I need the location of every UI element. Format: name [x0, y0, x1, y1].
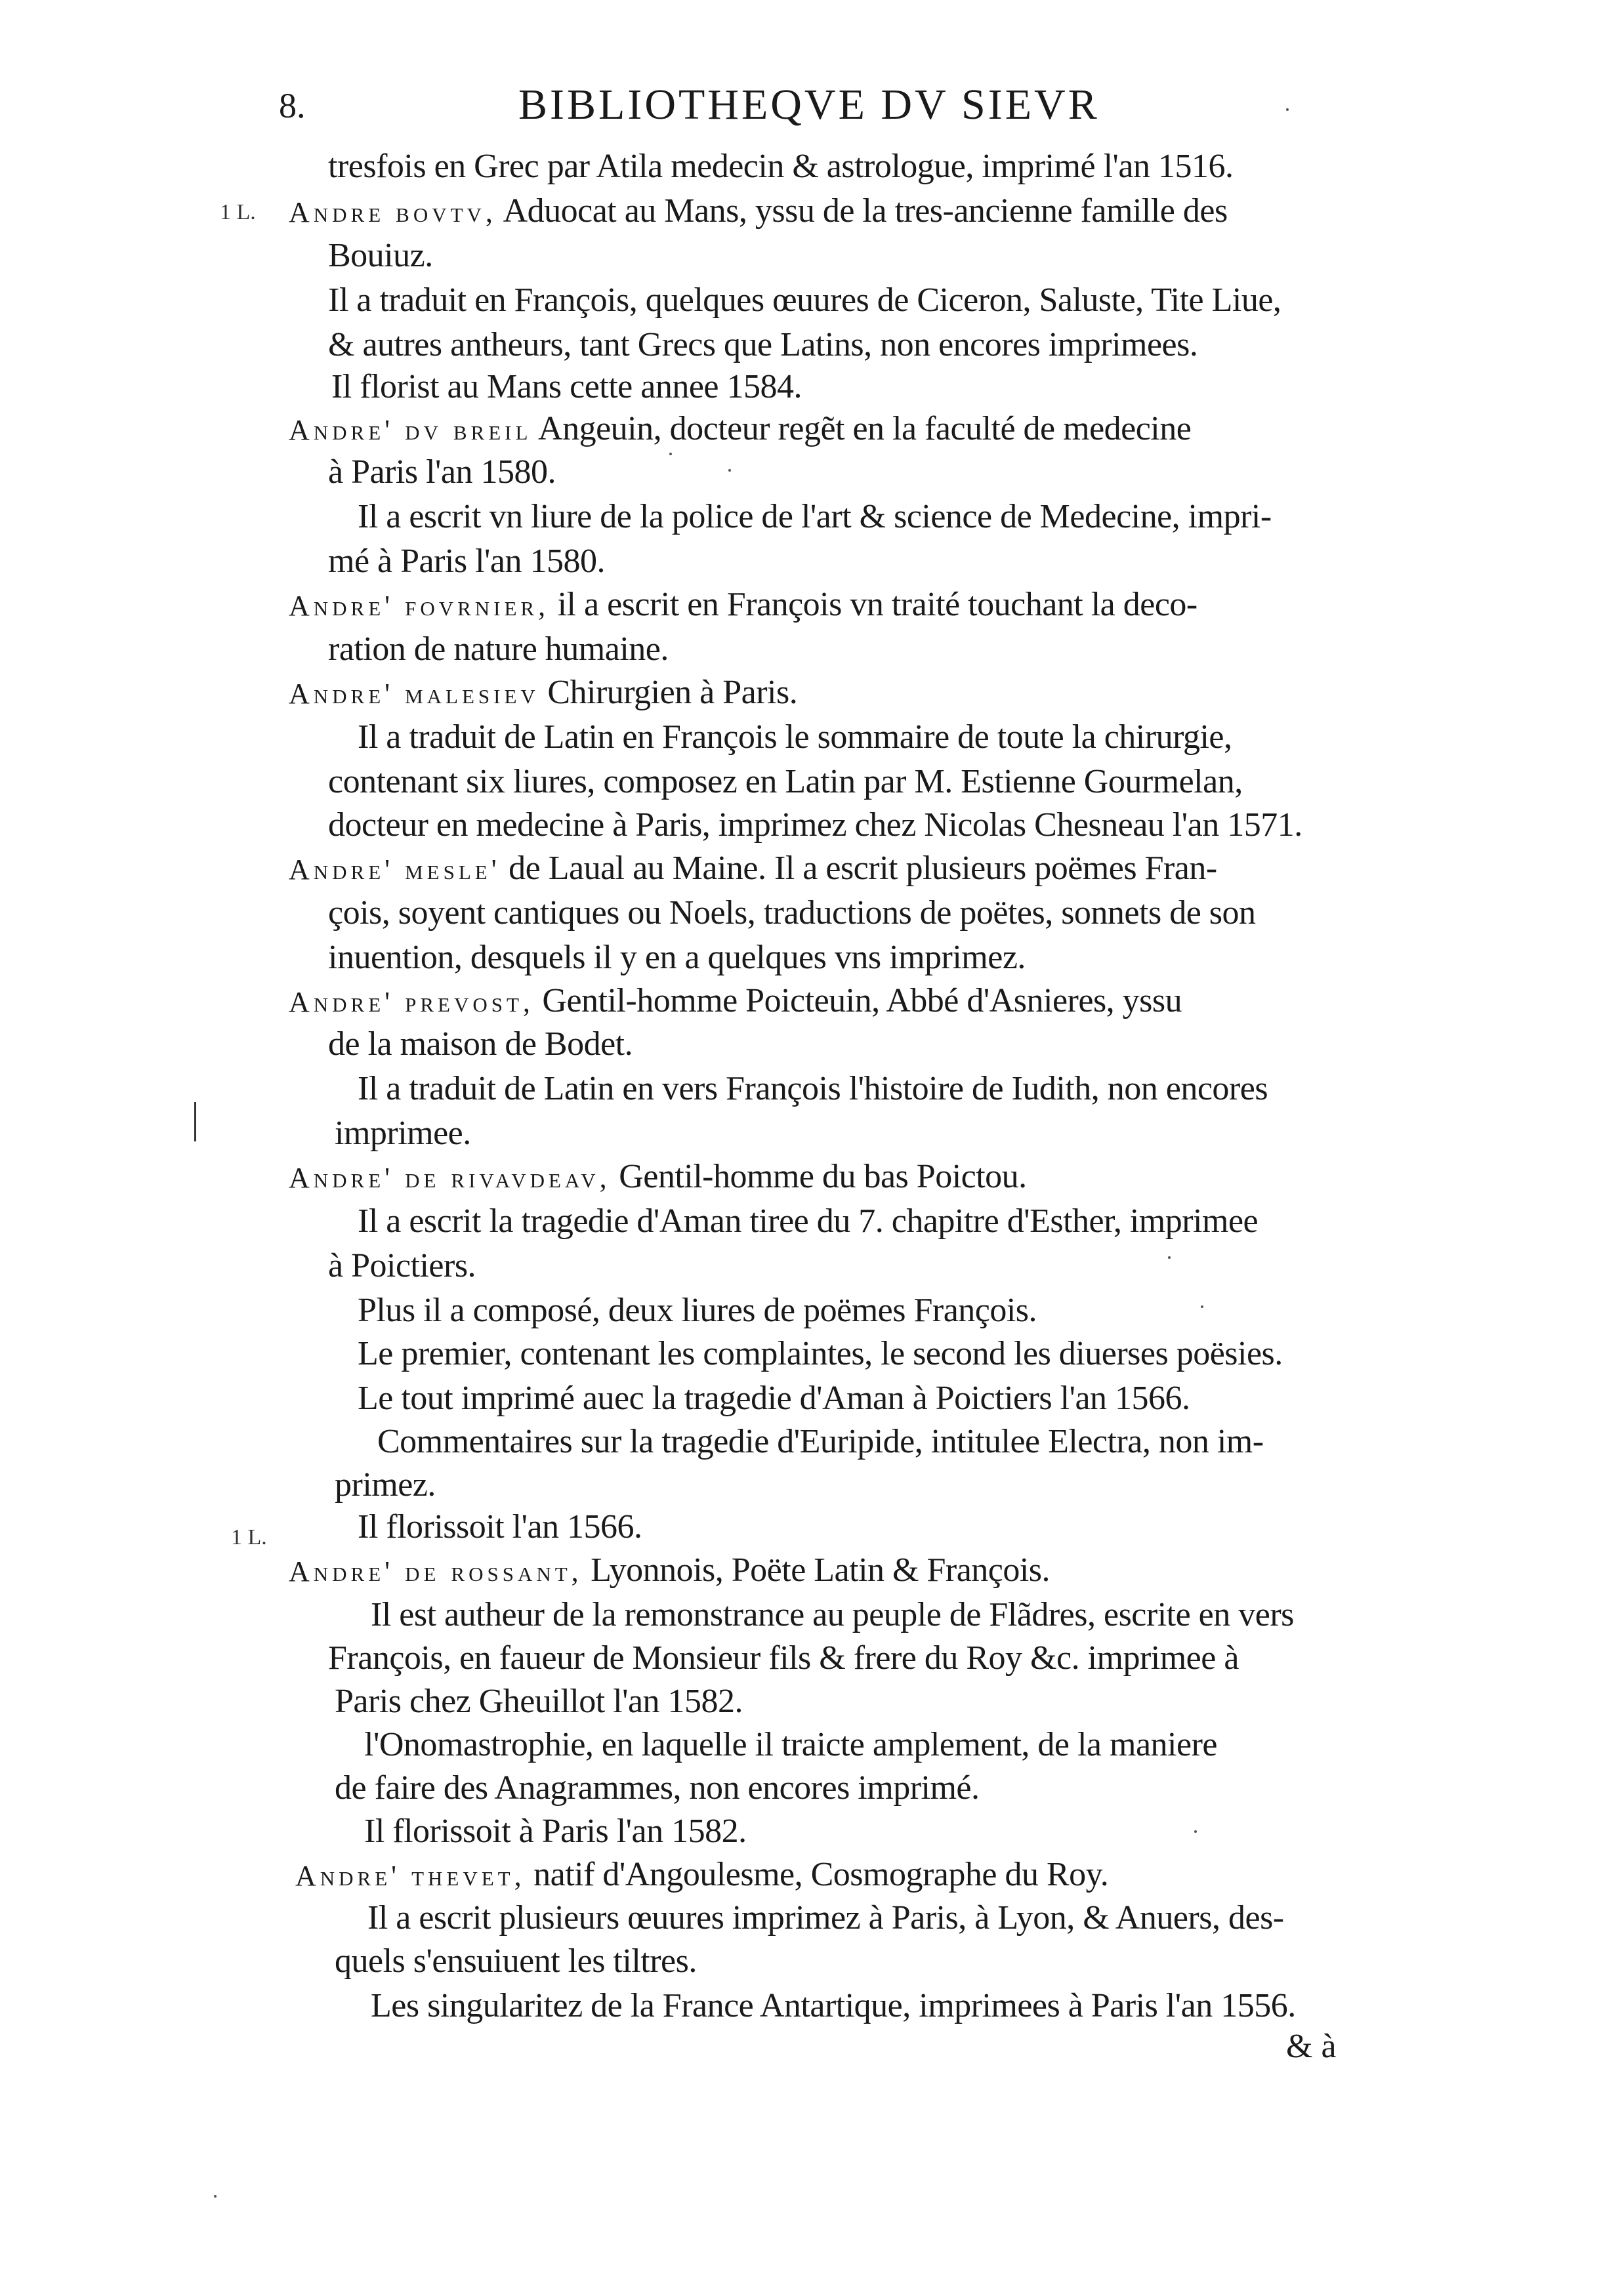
text-line: Il florissoit l'an 1566.: [358, 1508, 642, 1546]
entry-line: [289, 672, 797, 715]
entry-line: [289, 980, 1182, 1023]
margin-stroke: [194, 1102, 196, 1141]
text-line: de faire des Anagrammes, non encores imprimé.: [335, 1769, 980, 1807]
text-line: imprimee.: [335, 1115, 471, 1152]
text-line: Il florissoit à Paris l'an 1582.: [364, 1813, 747, 1850]
margin-mark: 1 L.: [231, 1525, 267, 1549]
text-line: ration de nature humaine.: [328, 630, 669, 668]
author-name: Andre' dv breil: [289, 414, 532, 446]
text-line: contenant six liures, composez en Latin par M. Estienne Gourmelan,: [328, 763, 1243, 800]
text-line: Il a traduit de Latin en vers François l'histoire de Iudith, non encores: [358, 1070, 1268, 1107]
text-line: primez.: [335, 1466, 436, 1504]
entry-line: [289, 848, 1217, 891]
page-number: 8.: [279, 86, 306, 125]
text-line: à Paris l'an 1580.: [328, 453, 556, 491]
running-title: BIBLIOTHEQVE DV SIEVR: [518, 81, 1100, 129]
ink-speck: [1286, 108, 1289, 111]
text-line: à Poictiers.: [328, 1247, 476, 1284]
author-name: Andre' malesiev: [289, 678, 539, 710]
entry-text: de Laual au Maine. Il a escrit plusieurs poëmes Fran-: [500, 850, 1217, 887]
text-line: Plus il a composé, deux liures de poëmes François.: [358, 1292, 1037, 1329]
text-line: Bouiuz.: [328, 237, 433, 274]
text-line: Paris chez Gheuillot l'an 1582.: [335, 1683, 743, 1720]
text-line: mé à Paris l'an 1580.: [328, 543, 606, 580]
text-line: Le tout imprimé auec la tragedie d'Aman à Poictiers l'an 1566.: [358, 1380, 1190, 1417]
author-name: Andre bovtv,: [289, 196, 497, 228]
text-line: de la maison de Bodet.: [328, 1025, 633, 1063]
ink-speck: [728, 469, 731, 472]
author-name: Andre' thevet,: [295, 1860, 526, 1892]
entry-text: Aduocat au Mans, yssu de la tres-ancienne famille des: [496, 192, 1228, 230]
text-line: Il florist au Mans cette annee 1584.: [331, 368, 802, 405]
entry-text: Gentil-homme Poicteuin, Abbé d'Asnieres, yssu: [533, 982, 1182, 1019]
entry-line: [295, 1854, 1108, 1897]
ink-speck: [669, 453, 672, 455]
entry-line: [289, 408, 1191, 451]
entry-text: natif d'Angoulesme, Cosmographe du Roy.: [525, 1856, 1109, 1893]
text-line: Il a escrit plusieurs œuures imprimez à Paris, à Lyon, & Anuers, des-: [367, 1899, 1284, 1937]
entry-text: Angeuin, docteur regẽt en la faculté de medecine: [531, 410, 1192, 447]
text-line: Il a traduit en François, quelques œuures de Ciceron, Saluste, Tite Liue,: [328, 281, 1281, 319]
catchword: & à: [1286, 2028, 1337, 2065]
text-line: Les singularitez de la France Antartique, imprimees à Paris l'an 1556.: [371, 1987, 1296, 2024]
text-line: & autres antheurs, tant Grecs que Latins, non encores imprimees.: [328, 326, 1198, 363]
ink-speck: [1194, 1830, 1197, 1833]
entry-line: [289, 190, 1228, 234]
text-line: Il a escrit vn liure de la police de l'art & science de Medecine, impri-: [358, 498, 1272, 535]
author-name: Andre' mesle': [289, 853, 501, 886]
author-name: Andre' de rossant,: [289, 1555, 583, 1588]
entry-text: Chirurgien à Paris.: [539, 674, 798, 711]
entry-line: [289, 1156, 1027, 1199]
ink-speck: [1168, 1256, 1171, 1259]
entry-text: Lyonnois, Poëte Latin & François.: [582, 1551, 1051, 1589]
entry-line: [289, 1549, 1050, 1593]
author-name: Andre' prevost,: [289, 986, 534, 1018]
text-line: tresfois en Grec par Atila medecin & astrologue, imprimé l'an 1516.: [328, 148, 1234, 185]
text-line: l'Onomastrophie, en laquelle il traicte amplement, de la maniere: [364, 1726, 1217, 1763]
text-line: docteur en medecine à Paris, imprimez chez Nicolas Chesneau l'an 1571.: [328, 806, 1302, 844]
entry-line: [289, 584, 1197, 627]
author-name: Andre' fovrnier,: [289, 590, 550, 622]
text-line: Le premier, contenant les complaintes, le second les diuerses poësies.: [358, 1335, 1283, 1372]
entry-text: il a escrit en François vn traité touchant la deco-: [549, 586, 1197, 623]
ink-speck: [214, 2195, 217, 2198]
margin-mark: 1 L.: [220, 200, 256, 224]
text-line: François, en faueur de Monsieur fils & frere du Roy &c. imprimee à: [328, 1639, 1239, 1677]
entry-text: Gentil-homme du bas Poictou.: [610, 1158, 1027, 1195]
ink-speck: [1201, 1305, 1203, 1308]
text-line: Il a traduit de Latin en François le sommaire de toute la chirurgie,: [358, 718, 1232, 756]
text-line: quels s'ensuiuent les tiltres.: [335, 1942, 697, 1980]
text-line: Il a escrit la tragedie d'Aman tiree du 7. chapitre d'Esther, imprimee: [358, 1202, 1259, 1240]
text-line: Commentaires sur la tragedie d'Euripide, intitulee Electra, non im-: [377, 1423, 1264, 1460]
text-line: inuention, desquels il y en a quelques vns imprimez.: [328, 939, 1026, 976]
text-line: Il est autheur de la remonstrance au peuple de Flãdres, escrite en vers: [371, 1596, 1294, 1633]
author-name: Andre' de rivavdeav,: [289, 1162, 611, 1194]
text-line: çois, soyent cantiques ou Noels, traductions de poëtes, sonnets de son: [328, 894, 1256, 932]
